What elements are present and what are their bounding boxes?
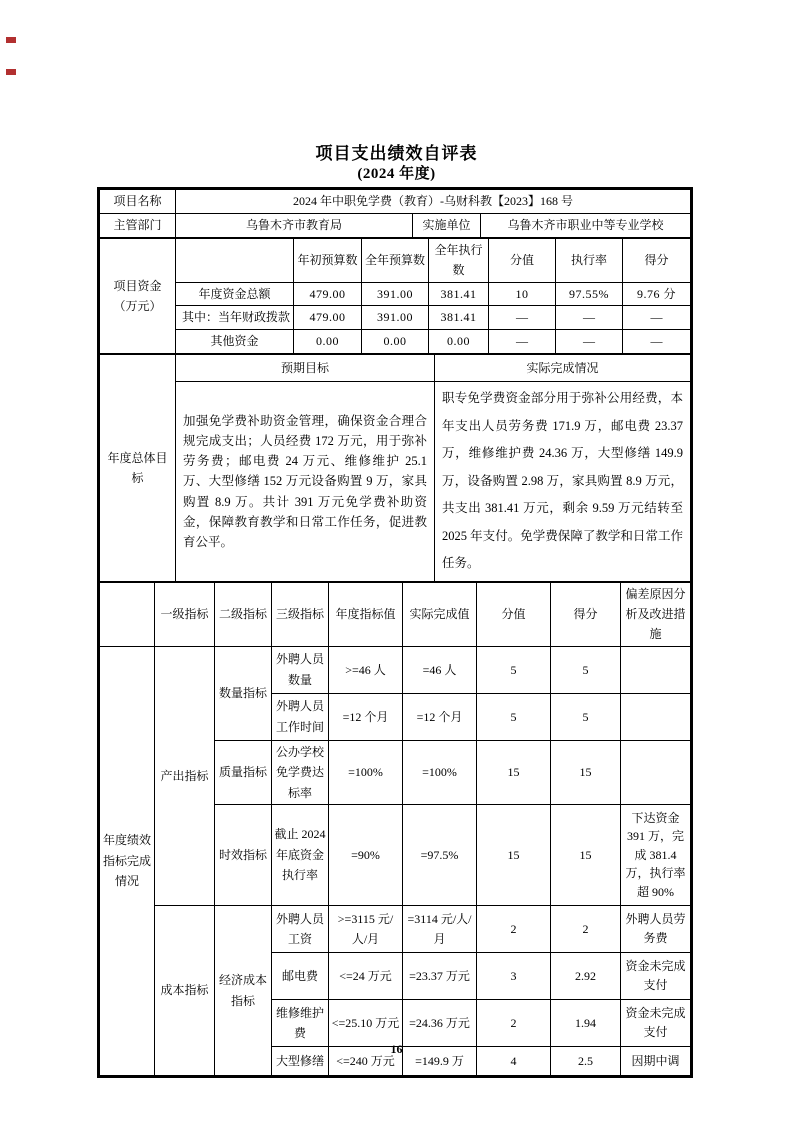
indicator-target: =90%: [329, 805, 403, 906]
indicator-name: 公办学校免学费达标率: [272, 740, 329, 804]
indicator-score: 2: [551, 906, 621, 953]
fund-header-score-max: 分值: [489, 239, 556, 283]
project-name-value: 2024 年中职免学费（教育）-乌财科教【2023】168 号: [176, 190, 691, 214]
header-section: [99, 189, 691, 238]
fund-cell: 97.55%: [556, 282, 623, 305]
page-title: 项目支出绩效自评表: [315, 144, 478, 163]
indicator-header-actual: 实际完成值: [403, 582, 477, 646]
fund-row-fiscal: [100, 306, 691, 330]
indicator-header-score: 得分: [551, 582, 621, 646]
fund-header-annual-budget: 全年预算数: [362, 239, 429, 283]
indicator-note: 下达资金 391 万，完成 381.4 万，执行率超 90%: [621, 805, 691, 906]
goal-group-label: 年度总体目标: [100, 355, 176, 582]
indicator-target: <=25.10 万元: [329, 1000, 403, 1047]
indicator-name: 大型修缮: [272, 1047, 329, 1076]
fund-header-execution-rate: 执行率: [556, 239, 623, 283]
indicator-note: 外聘人员劳务费: [621, 906, 691, 953]
indicator-note: 资金未完成支付: [621, 953, 691, 1000]
indicator-row: [100, 906, 691, 953]
red-annotation-mark: [6, 69, 16, 75]
dept-label: 主管部门: [100, 214, 176, 238]
fund-blank-cell: [176, 239, 294, 283]
indicator-actual: =100%: [403, 740, 477, 804]
indicator-target: =100%: [329, 740, 403, 804]
indicator-target: <=24 万元: [329, 953, 403, 1000]
fund-row-label: 年度资金总额: [176, 282, 294, 305]
fund-cell: 0.00: [294, 330, 362, 354]
fund-cell: 391.00: [362, 306, 429, 330]
indicator-name: 外聘人员工资: [272, 906, 329, 953]
indicator-actual: =3114 元/人/月: [403, 906, 477, 953]
indicator-note: [621, 693, 691, 740]
indicator-score-max: 5: [477, 646, 551, 693]
level1-output: 产出指标: [155, 646, 215, 905]
fund-cell: —: [556, 306, 623, 330]
fund-header-score: 得分: [623, 239, 691, 283]
fund-row-label: 其中：当年财政拨款: [176, 306, 294, 330]
indicator-score-max: 2: [477, 1000, 551, 1047]
project-name-label: 项目名称: [100, 190, 176, 214]
fund-cell: 0.00: [429, 330, 489, 354]
indicator-score-max: 4: [477, 1047, 551, 1076]
fund-cell: 0.00: [362, 330, 429, 354]
level2-timeliness: 时效指标: [215, 805, 272, 906]
indicator-score-max: 2: [477, 906, 551, 953]
impl-unit-value: 乌鲁木齐市职业中等专业学校: [481, 214, 691, 238]
goal-section: [99, 354, 691, 582]
page-subtitle: (2024 年度): [357, 166, 436, 182]
fund-cell: 381.41: [429, 282, 489, 305]
fund-cell: 10: [489, 282, 556, 305]
fund-header-executed: 全年执行数: [429, 239, 489, 283]
indicator-header-deviation: 偏差原因分析及改进措施: [621, 582, 691, 646]
indicator-target: =12 个月: [329, 693, 403, 740]
goal-expected-header: 预期目标: [176, 355, 435, 382]
indicator-name: 外聘人员工作时间: [272, 693, 329, 740]
goal-actual-header: 实际完成情况: [435, 355, 691, 382]
indicator-name: 邮电费: [272, 953, 329, 1000]
fund-row-total: [100, 282, 691, 305]
fund-section: [99, 238, 691, 354]
indicator-target: <=240 万元: [329, 1047, 403, 1076]
fund-cell: —: [623, 306, 691, 330]
fund-header-initial-budget: 年初预算数: [294, 239, 362, 283]
indicator-score-max: 15: [477, 805, 551, 906]
level2-quality: 质量指标: [215, 740, 272, 804]
indicator-header-level1: 一级指标: [155, 582, 215, 646]
indicator-header-target: 年度指标值: [329, 582, 403, 646]
indicator-actual: =46 人: [403, 646, 477, 693]
indicator-name: 维修维护费: [272, 1000, 329, 1047]
page-number: 16: [390, 1042, 403, 1056]
indicator-actual: =149.9 万: [403, 1047, 477, 1076]
indicator-score: 15: [551, 740, 621, 804]
level2-economic: 经济成本指标: [215, 906, 272, 1076]
indicator-header-level2: 二级指标: [215, 582, 272, 646]
self-evaluation-table: [97, 187, 693, 1078]
indicator-score: 5: [551, 646, 621, 693]
fund-cell: 391.00: [362, 282, 429, 305]
indicator-header-score-max: 分值: [477, 582, 551, 646]
indicator-note: 因期中调: [621, 1047, 691, 1076]
indicator-section: [99, 582, 691, 1076]
indicator-target: >=46 人: [329, 646, 403, 693]
indicator-actual: =23.37 万元: [403, 953, 477, 1000]
indicator-actual: =24.36 万元: [403, 1000, 477, 1047]
impl-unit-label: 实施单位: [413, 214, 481, 238]
indicator-header-level3: 三级指标: [272, 582, 329, 646]
fund-row-other: [100, 330, 691, 354]
fund-cell: 479.00: [294, 306, 362, 330]
indicator-note: [621, 740, 691, 804]
fund-cell: —: [623, 330, 691, 354]
fund-cell: 479.00: [294, 282, 362, 305]
indicator-score: 2.92: [551, 953, 621, 1000]
indicator-score-max: 3: [477, 953, 551, 1000]
goal-actual-text: 职专免学费资金部分用于弥补公用经费，本年支出人员劳务费 171.9 万，邮电费 23.37 万，维修维护费 24.36 万，大型修缮 149.9 万，设备购置 2.98 万，家具购置 8.9 万元，共支出 381.41 万元，剩余 9.59 万元结转至 2025 年支付。免学费保障了教学和日常工作任务。: [435, 382, 691, 582]
fund-cell: 9.76 分: [623, 282, 691, 305]
fund-group-label: 项目资金（万元）: [100, 239, 176, 354]
indicator-score: 15: [551, 805, 621, 906]
indicator-note: 资金未完成支付: [621, 1000, 691, 1047]
indicator-score: 1.94: [551, 1000, 621, 1047]
indicator-actual: =12 个月: [403, 693, 477, 740]
fund-cell: —: [556, 330, 623, 354]
dept-value: 乌鲁木齐市教育局: [176, 214, 413, 238]
level1-cost: 成本指标: [155, 906, 215, 1076]
indicator-name: 截止 2024 年底资金执行率: [272, 805, 329, 906]
indicator-blank-cell: [100, 582, 155, 646]
red-annotation-mark: [6, 37, 16, 43]
fund-cell: 381.41: [429, 306, 489, 330]
indicator-row: [100, 646, 691, 693]
fund-cell: —: [489, 330, 556, 354]
indicator-score-max: 5: [477, 693, 551, 740]
indicator-group-label: 年度绩效指标完成情况: [100, 646, 155, 1075]
indicator-target: >=3115 元/人/月: [329, 906, 403, 953]
goal-expected-text: 加强免学费补助资金管理，确保资金合理合规完成支出；人员经费 172 万元，用于弥补劳务费；邮电费 24 万元、维修维护 25.1 万、大型修缮 152 万元设备购置 9 万，家具购置 8.9 万。共计 391 万元免学费补助资金，保障教育教学和日常工作任务，促进教育公平。: [176, 382, 435, 582]
fund-row-label: 其他资金: [176, 330, 294, 354]
indicator-score: 5: [551, 693, 621, 740]
indicator-actual: =97.5%: [403, 805, 477, 906]
indicator-score-max: 15: [477, 740, 551, 804]
indicator-score: 2.5: [551, 1047, 621, 1076]
indicator-name: 外聘人员数量: [272, 646, 329, 693]
indicator-note: [621, 646, 691, 693]
fund-cell: —: [489, 306, 556, 330]
level2-quantity: 数量指标: [215, 646, 272, 740]
